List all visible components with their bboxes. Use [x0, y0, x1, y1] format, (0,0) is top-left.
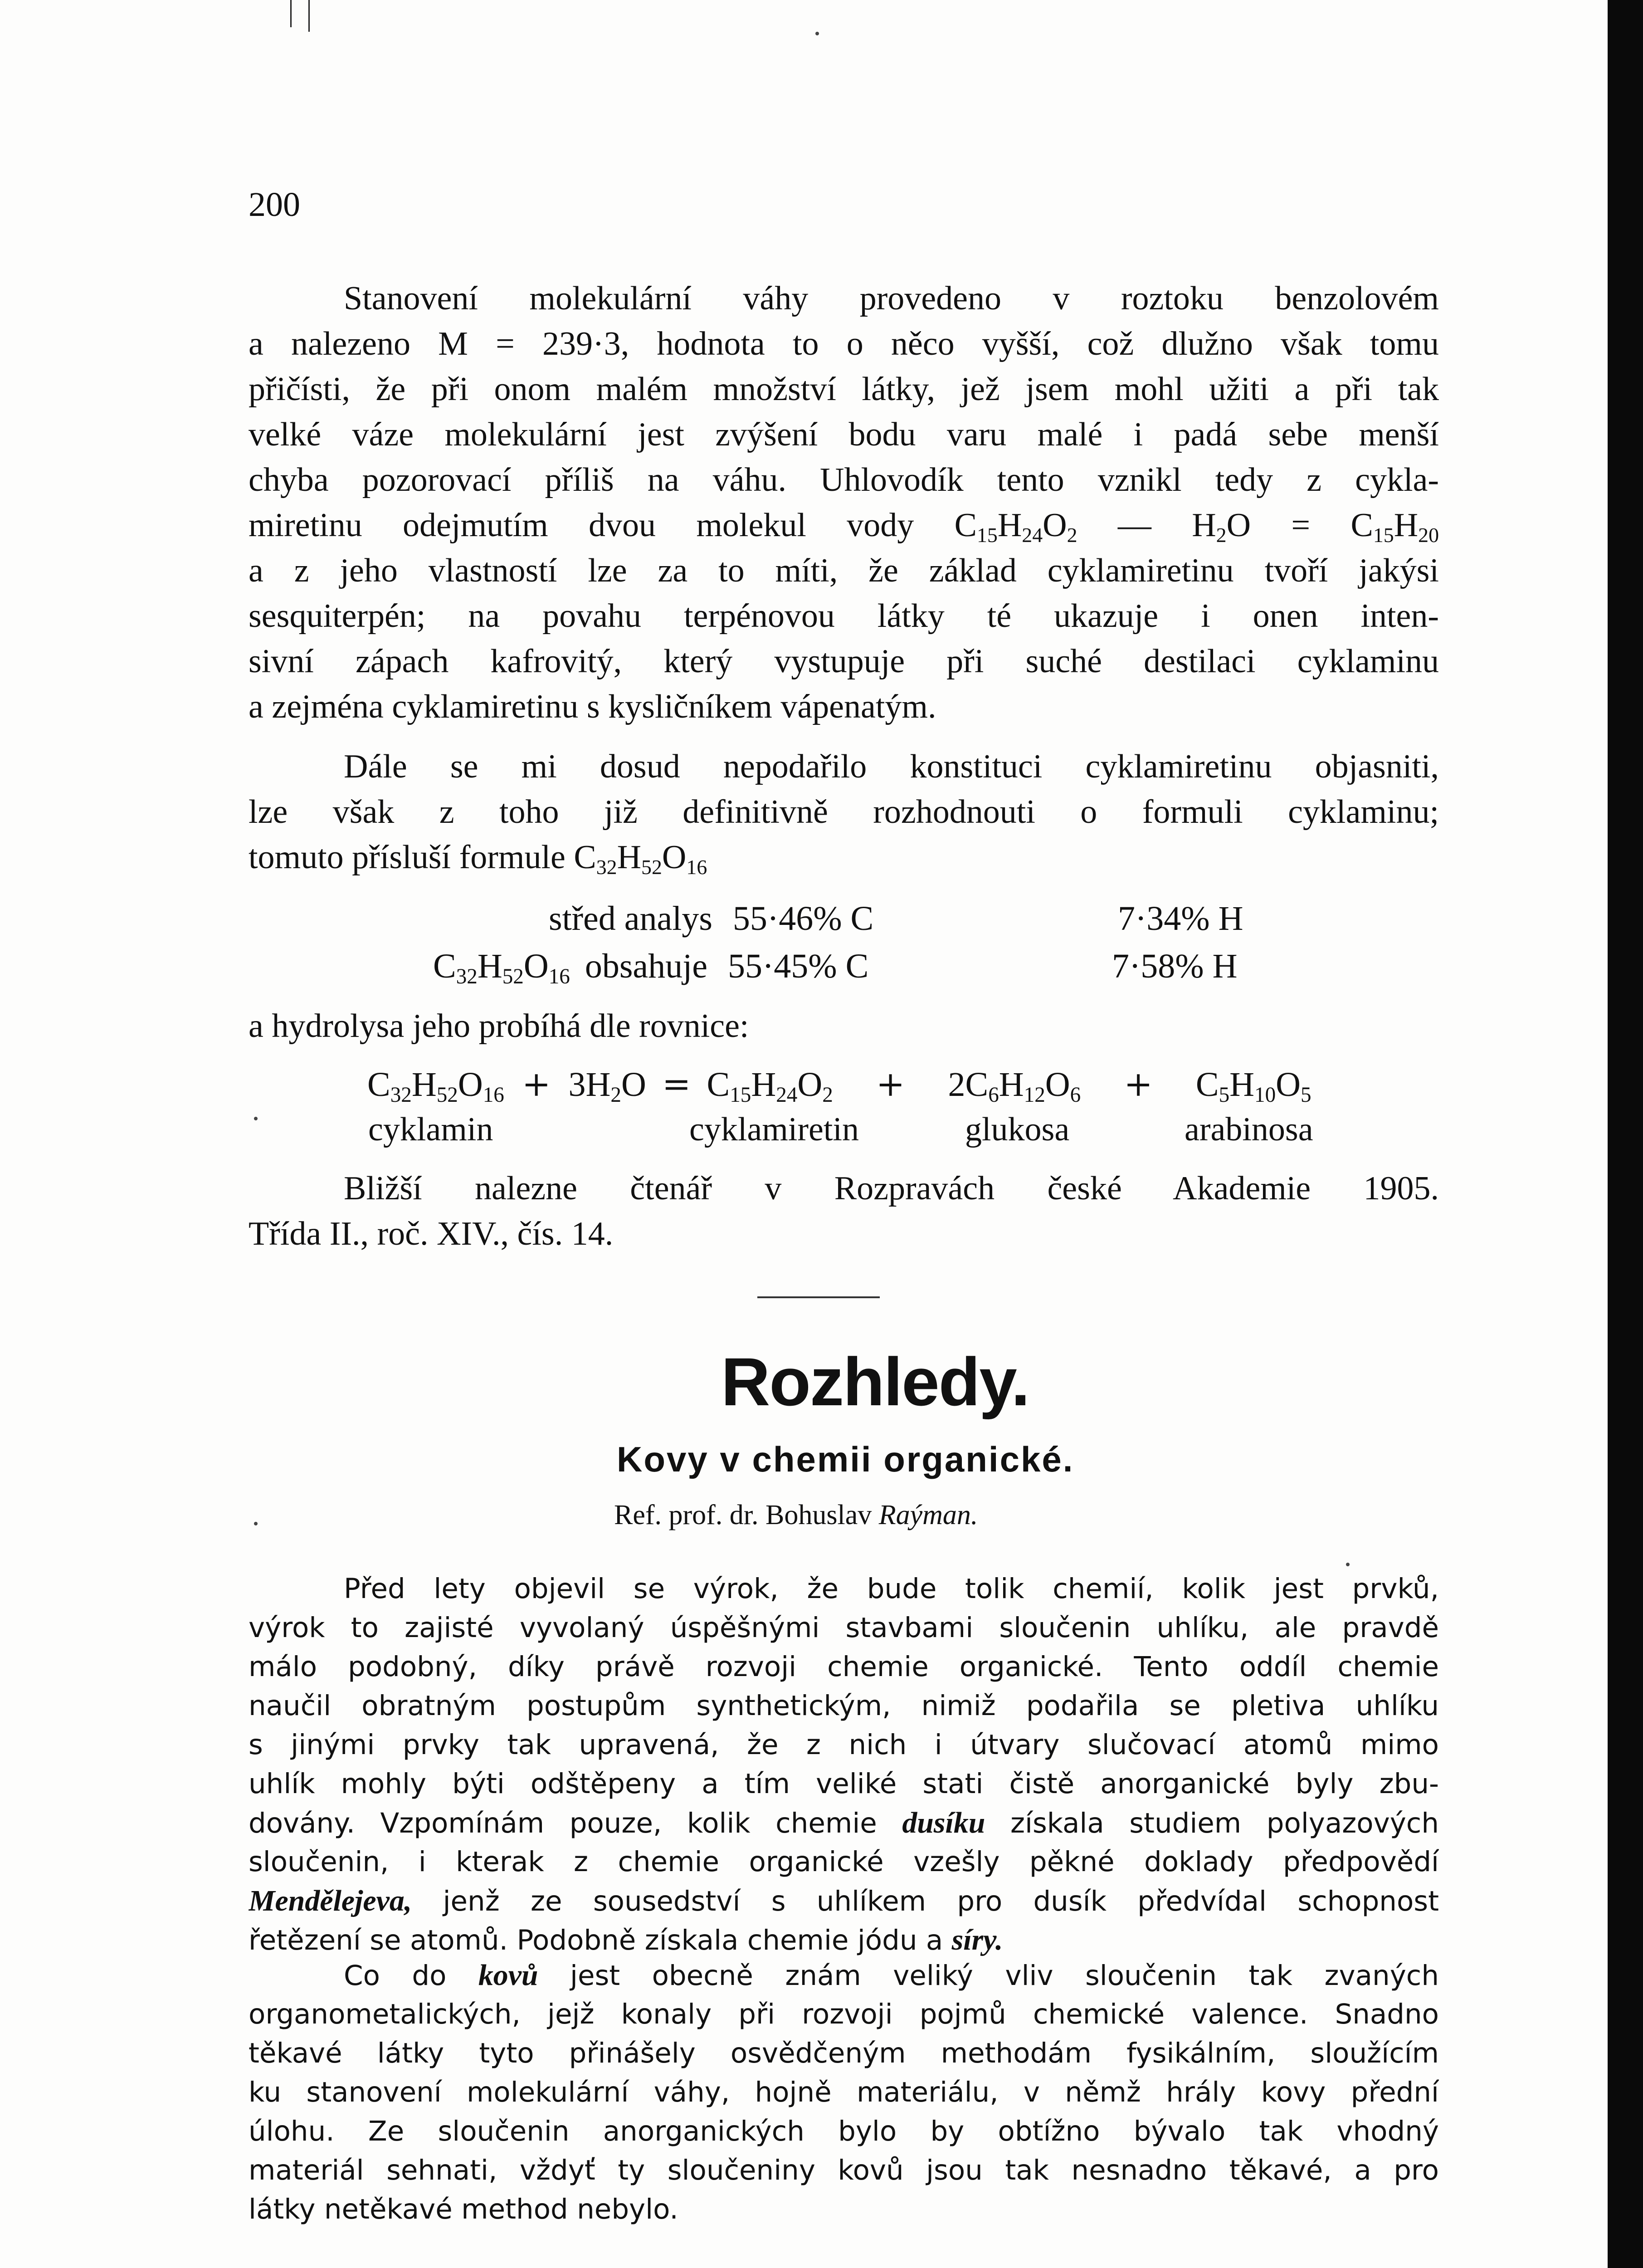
analysis-label: obsahuje	[585, 947, 707, 985]
speck	[254, 1522, 258, 1525]
scan-artifact-top	[290, 0, 292, 27]
text-line: ku stanovení molekulární váhy, hojně materiálu, v němž hrály kovy přední	[249, 2076, 1439, 2108]
equation-name-cyklamiretin: cyklamiretin	[689, 1111, 859, 1148]
section-title: Rozhledy.	[721, 1344, 1029, 1420]
analysis-hydrogen-2: 7·58% H	[1112, 947, 1238, 985]
hydrolysis-intro: a hydrolysa jeho probíhá dle rovnice:	[249, 1007, 749, 1045]
formula-c15h20: $C_{15}H_{20}$	[1350, 507, 1439, 547]
text-line: chyba pozorovací příliš na váhu. Uhlovodík tento vznikl tedy z cykla-	[249, 461, 1439, 499]
author-name: Raýman.	[878, 1500, 978, 1530]
equation-name-arabinosa: arabinosa	[1185, 1111, 1313, 1148]
text-line: Mendělejeva, jenž ze sousedství s uhlíkem pro dusík předvídal schopnost	[249, 1884, 1439, 1917]
formula-c32h52o16: $C_{32}H_{52}O_{16}$	[574, 839, 707, 879]
paragraph-molecular-weight	[249, 276, 1439, 729]
text-line: sivní zápach kafrovitý, který vystupuje při suché destilaci cyklaminu	[249, 643, 1439, 680]
term-cyklamin: $C_{32}H_{52}O_{16}$	[367, 1066, 504, 1107]
text-line: uhlík mohly býti odštěpeny a tím veliké stati čistě anorganické byly zbu-	[249, 1768, 1439, 1800]
speck	[815, 32, 819, 35]
equation-name-cyklamin: cyklamin	[368, 1111, 493, 1148]
text-line: Co do kovů jest obecně znám veliký vliv sloučenin tak zvaných	[344, 1959, 1439, 1992]
text-line: a z jeho vlastností lze za to míti, že základ cyklamiretinu tvoří jakýsi	[249, 552, 1439, 589]
analysis-label: střed analys	[549, 899, 712, 938]
paragraph-closing	[249, 1166, 1439, 1256]
text-line: látky netěkavé method nebylo.	[249, 2193, 678, 2225]
formula-c32h52o16: $C_{32}H_{52}O_{16}$	[433, 947, 570, 989]
section-divider	[757, 1296, 880, 1298]
paragraph-constitution	[249, 744, 1439, 880]
term-glukosa: $2C_6H_{12}O_6$	[948, 1066, 1081, 1107]
term-cyklamiretin: $C_{15}H_{24}O_2$	[707, 1066, 833, 1107]
text-line: lze však z toho již definitivně rozhodnouti o formuli cyklaminu;	[249, 793, 1439, 831]
emphasis-siry: síry.	[951, 1923, 1003, 1956]
text-line: přičísti, že při onom malém množství látky, jež jsem mohl užiti a při tak	[249, 371, 1439, 408]
analysis-carbon: 55·46% C	[732, 899, 874, 938]
formula-text-line: miretinu odejmutím dvou molekul vody $C_{15}H_{24}O_2$ — $H_2O = C_{15}H_{20}$	[249, 507, 1439, 547]
article-paragraph-1	[249, 1569, 1439, 1960]
text-line: úlohu. Ze sloučenin anorganických bylo by obtížno bývalo tak vhodný	[249, 2115, 1439, 2147]
analysis-hydrogen-1: 7·34% H	[1118, 899, 1243, 938]
text-line: dovány. Vzpomínám pouze, kolik chemie dusíku získala studiem polyazových	[249, 1806, 1439, 1839]
text-line: Třída II., roč. XIV., čís. 14.	[249, 1215, 614, 1252]
term-water: $3H_2O$	[568, 1066, 646, 1107]
emphasis-mendelejeva: Mendělejeva,	[249, 1884, 412, 1917]
article-paragraph-2	[249, 1956, 1439, 2229]
text-line: těkavé látky tyto přinášely osvědčeným methodám fysikálním, sloužícím	[249, 2037, 1439, 2069]
text-line: Před lety objevil se výrok, že bude tolik chemií, kolik jest prvků,	[344, 1573, 1439, 1605]
text-line: Bližší nalezne čtenář v Rozpravách české Akademie 1905.	[344, 1170, 1439, 1207]
formula-h2o: $H_2O$	[1192, 507, 1251, 547]
text-line: Stanovení molekulární váhy provedeno v roztoku benzolovém	[344, 280, 1439, 317]
text-line: sloučenin, i kterak z chemie organické vzešly pěkné doklady předpovědí	[249, 1846, 1439, 1878]
speck	[1346, 1563, 1350, 1566]
emphasis-dusiku: dusíku	[902, 1806, 985, 1839]
text-line: organometalických, jejž konaly při rozvoji pojmů chemické valence. Snadno	[249, 1998, 1439, 2030]
text-line: tomuto přísluší formule $C_{32}H_{52}O_{16}$	[249, 839, 707, 879]
hydrolysis-equation: $C_{32}H_{52}O_{16} + 3H_2O = C_{15}H_{24}O_2 + 2C_6H_{12}O_6 + C_5H_{10}O_5$	[367, 1064, 1311, 1107]
analysis-carbon: 55·45% C	[727, 947, 869, 985]
text-line: málo podobný, díky právě rozvoji chemie organické. Tento oddíl chemie	[249, 1651, 1439, 1683]
page-number: 200	[249, 186, 300, 224]
term-arabinosa: $C_5H_{10}O_5$	[1195, 1066, 1311, 1107]
text-line: sesquiterpén; na povahu terpénovou látky té ukazuje i onen inten-	[249, 597, 1439, 635]
text-line: naučil obratným postupům synthetickým, nimiž podařila se pletiva uhlíku	[249, 1690, 1439, 1722]
text-line: výrok to zajisté vyvolaný úspěšnými stavbami sloučenin uhlíku, ale pravdě	[249, 1612, 1439, 1644]
scan-border	[1608, 0, 1643, 2268]
analysis-row-average	[549, 896, 873, 941]
text-line: Dále se mi dosud nepodařilo konstituci cyklamiretinu objasniti,	[344, 748, 1439, 785]
text-line: s jinými prvky tak upravená, že z nich i útvary slučovací atomů mimo	[249, 1729, 1439, 1761]
article-reference: Ref. prof. dr. Bohuslav Raýman.	[614, 1500, 978, 1530]
text-line: materiál sehnati, vždyť ty sloučeniny kovů jsou tak nesnadno těkavé, a pro	[249, 2154, 1439, 2186]
emphasis-kovu: kovů	[478, 1959, 538, 1992]
speck	[254, 1117, 258, 1120]
analysis-row-theory	[433, 943, 868, 989]
scan-artifact-top-right	[308, 0, 310, 32]
equation-name-glukosa: glukosa	[965, 1111, 1070, 1148]
text-line: velké váze molekulární jest zvýšení bodu varu malé i padá sebe menší	[249, 416, 1439, 453]
text-line: a nalezeno M = 239·3, hodnota to o něco vyšší, což dlužno však tomu	[249, 325, 1439, 362]
text-line: řetězení se atomů. Podobně získala chemie jódu a síry.	[249, 1923, 1003, 1956]
text-line: a zejména cyklamiretinu s kysličníkem vápenatým.	[249, 688, 936, 725]
article-title: Kovy v chemii organické.	[617, 1439, 1074, 1479]
formula-c15h24o2: $C_{15}H_{24}O_2$	[954, 507, 1077, 547]
